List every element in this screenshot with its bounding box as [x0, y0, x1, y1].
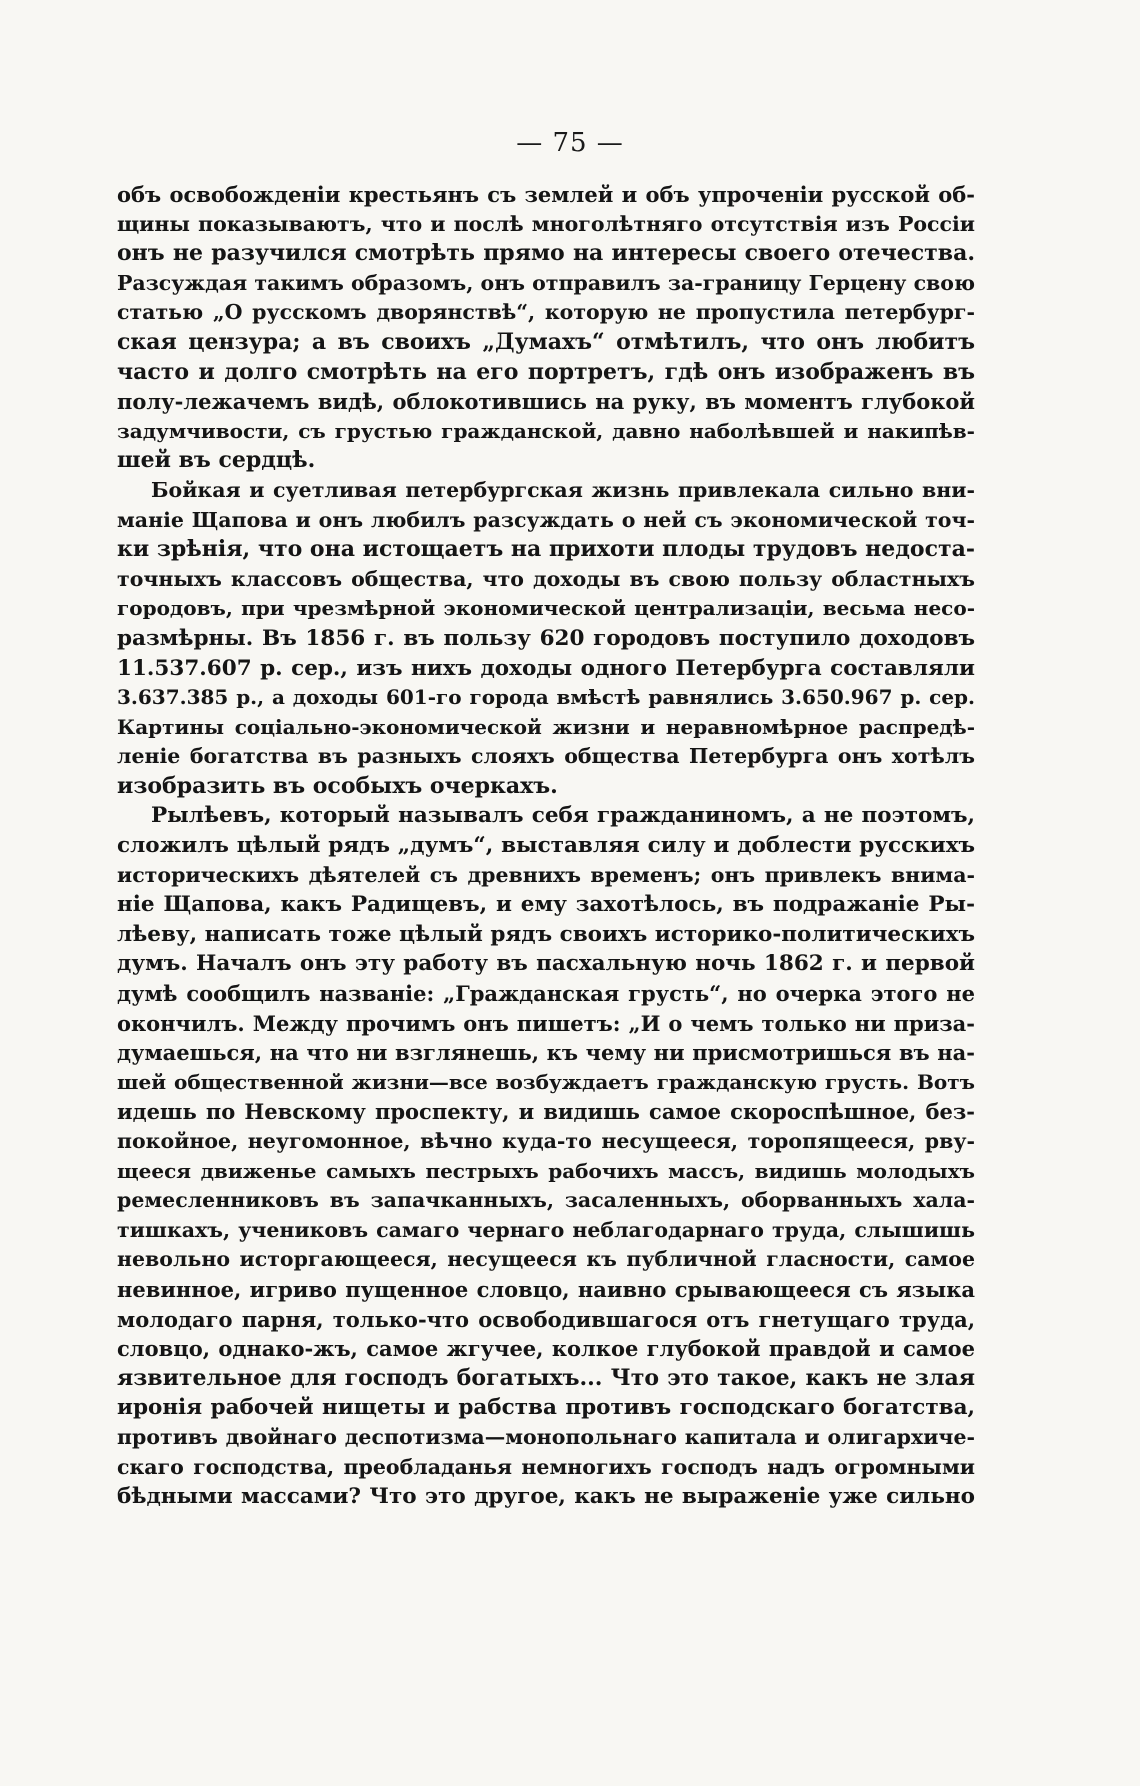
text-line: ремесленниковъ въ запачканныхъ, засаленныхъ, оборванныхъ хала- — [117, 1188, 975, 1213]
text-line: Разсуждая такимъ образомъ, онъ отправилъ за-границу Герцену свою — [117, 270, 975, 295]
text-line: щееся движенье самыхъ пестрыхъ рабочихъ массъ, видишь молодыхъ — [117, 1158, 975, 1183]
text-line: размѣрны. Въ 1856 г. въ пользу 620 городовъ поступило доходовъ — [117, 625, 975, 651]
text-line: 3.637.385 р., а доходы 601-го города вмѣстѣ равнялись 3.650.967 р. сер. — [117, 685, 975, 710]
text-line: словцо, однако-жъ, самое жгучее, колкое глубокой правдой и самое — [117, 1336, 975, 1362]
text-line: щины показываютъ, что и послѣ многолѣтняго отсутствія изъ Россіи — [117, 211, 975, 236]
text-line: бѣдными массами? Что это другое, какъ не выраженіе уже сильно — [117, 1484, 975, 1510]
text-line: городовъ, при чрезмѣрной экономической централизаціи, весьма несо- — [117, 596, 975, 621]
text-line: маніе Щапова и онъ любилъ разсуждать о ней съ экономической точ- — [117, 507, 975, 532]
text-line: идешь по Невскому проспекту, и видишь самое скороспѣшное, без- — [117, 1099, 975, 1125]
text-line: леніе богатства въ разныхъ слояхъ общества Петербурга онъ хотѣлъ — [117, 744, 975, 769]
text-line: иронія рабочей нищеты и рабства противъ господскаго богатства, — [117, 1395, 975, 1421]
text-line: скаго господства, преобладанья немногихъ господъ надъ огромными — [117, 1454, 975, 1479]
text-line: молодаго парня, только-что освободившагося отъ гнетущаго труда, — [117, 1306, 975, 1332]
text-line: невинное, игриво пущенное словцо, наивно срывающееся съ языка — [117, 1276, 975, 1302]
text-line: онъ не разучился смотрѣть прямо на интересы своего отечества. — [117, 240, 975, 267]
text-line: язвительное для господъ богатыхъ... Что это такое, какъ не злая — [117, 1364, 975, 1391]
text-line: тишкахъ, учениковъ самаго чернаго неблагодарнаго труда, слышишь — [117, 1217, 975, 1242]
text-line: ніе Щапова, какъ Радищевъ, и ему захотѣлось, въ подражаніе Ры- — [117, 892, 975, 918]
text-line: лѣеву, написать тоже цѣлый рядъ своихъ историко-политическихъ — [117, 921, 975, 947]
text-line: точныхъ классовъ общества, что доходы въ свою пользу областныхъ — [117, 566, 975, 591]
text-line: 11.537.607 р. сер., изъ нихъ доходы одного Петербурга составляли — [117, 655, 975, 681]
text-line: шей въ сердцѣ. — [117, 447, 316, 474]
text-line: шей общественной жизни—все возбуждаетъ гражданскую грусть. Вотъ — [117, 1069, 975, 1094]
text-line: статью „О русскомъ дворянствѣ“, которую не пропустила петербург- — [117, 300, 975, 325]
text-line: думѣ сообщилъ названіе: „Гражданская грусть“, но очерка этого не — [117, 981, 975, 1007]
text-line: думъ. Началъ онъ эту работу въ пасхальную ночь 1862 г. и первой — [117, 951, 975, 977]
text-line: Рылѣевъ, который называлъ себя гражданиномъ, а не поэтомъ, — [151, 803, 975, 829]
text-line: противъ двойнаго деспотизма—монопольнаго капитала и олигархиче- — [117, 1424, 975, 1449]
text-line: часто и долго смотрѣть на его портретъ, гдѣ онъ изображенъ въ — [117, 358, 975, 385]
text-line: объ освобожденіи крестьянъ съ землей и объ упроченіи русской об- — [117, 182, 975, 207]
text-line: ская цензура; а въ своихъ „Думахъ“ отмѣтилъ, что онъ любитъ — [117, 328, 975, 355]
body-text — [117, 180, 975, 1512]
text-line: историческихъ дѣятелей съ древнихъ временъ; онъ привлекъ внима- — [117, 862, 975, 887]
text-line: ки зрѣнія, что она истощаетъ на прихоти плоды трудовъ недоста- — [117, 536, 975, 563]
text-line: полу-лежачемъ видѣ, облокотившись на руку, въ моментъ глубокой — [117, 389, 975, 415]
text-line: окончилъ. Между прочимъ онъ пишетъ: „И о чемъ только ни приза- — [117, 1010, 975, 1036]
text-line: Бойкая и суетливая петербургская жизнь привлекала сильно вни- — [151, 477, 975, 502]
text-line: покойное, неугомонное, вѣчно куда-то несущееся, торопящееся, рву- — [117, 1129, 975, 1153]
text-line: невольно исторгающееся, несущееся къ публичной гласности, самое — [117, 1247, 975, 1272]
text-line: думаешься, на что ни взглянешь, къ чему ни присмотришься въ на- — [117, 1040, 975, 1066]
text-line: изобразить въ особыхъ очеркахъ. — [117, 772, 558, 799]
text-line: Картины соціально-экономической жизни и неравномѣрное распредѣ- — [117, 714, 975, 739]
text-line: задумчивости, съ грустью гражданской, давно наболѣвшей и накипѣв- — [117, 418, 975, 443]
page-number: — 75 — — [516, 128, 624, 158]
text-line: сложилъ цѣлый рядъ „думъ“, выставляя силу и доблести русскихъ — [117, 833, 975, 859]
